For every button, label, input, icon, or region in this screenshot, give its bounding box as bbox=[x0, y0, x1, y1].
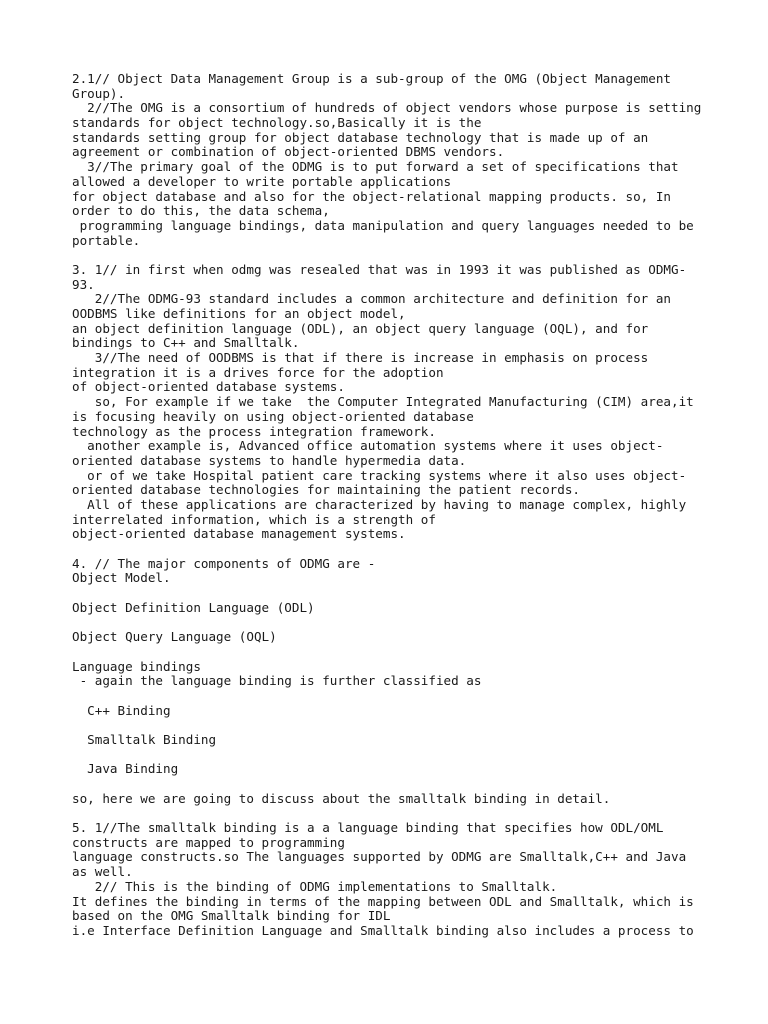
document-line: 2//The OMG is a consortium of hundreds of object vendors whose purpose is setting bbox=[72, 100, 702, 116]
document-line bbox=[72, 777, 712, 792]
document-line bbox=[72, 248, 712, 263]
document-line: so, here we are going to discuss about the smalltalk binding in detail. bbox=[72, 790, 611, 806]
document-line bbox=[72, 542, 712, 557]
document-line bbox=[72, 645, 712, 660]
document-line: standards for object technology.so,Basically it is the bbox=[72, 115, 482, 131]
document-line: agreement or combination of object-oriented DBMS vendors. bbox=[72, 144, 505, 160]
document-line: 5. 1//The smalltalk binding is a a language binding that specifies how ODL/OML bbox=[72, 820, 664, 836]
document-line: Language bindings bbox=[72, 658, 201, 674]
document-line: for object database and also for the object-relational mapping products. so, In bbox=[72, 188, 671, 204]
document-line: integration it is a drives force for the adoption bbox=[72, 364, 444, 380]
document-line: of object-oriented database systems. bbox=[72, 379, 345, 395]
document-line: oriented database systems to handle hypermedia data. bbox=[72, 452, 467, 468]
document-line: 2//The ODMG-93 standard includes a common architecture and definition for an bbox=[72, 291, 671, 307]
document-line bbox=[72, 806, 712, 821]
document-line: Object Query Language (OQL) bbox=[72, 629, 277, 645]
document-line: Object Model. bbox=[72, 570, 171, 586]
document-line: object-oriented database management systems. bbox=[72, 526, 406, 542]
document-line: interrelated information, which is a strength of bbox=[72, 511, 436, 527]
document-line: constructs are mapped to programming bbox=[72, 834, 345, 850]
document-line: Object Definition Language (ODL) bbox=[72, 599, 315, 615]
document-line: i.e Interface Definition Language and Smalltalk binding also includes a process to bbox=[72, 922, 694, 938]
document-line bbox=[72, 586, 712, 601]
document-line: C++ Binding bbox=[72, 702, 171, 718]
document-line: 2// This is the binding of ODMG implementations to Smalltalk. bbox=[72, 878, 558, 894]
document-line: as well. bbox=[72, 864, 133, 880]
document-line: or of we take Hospital patient care tracking systems where it also uses object- bbox=[72, 467, 687, 483]
document-line: technology as the process integration framework. bbox=[72, 423, 436, 439]
document-line: OODBMS like definitions for an object model, bbox=[72, 306, 406, 321]
document-line: 2.1// Object Data Management Group is a sub-group of the OMG (Object Management bbox=[72, 71, 671, 86]
document-line: portable. bbox=[72, 232, 141, 248]
document-line: - again the language binding is further classified as bbox=[72, 673, 482, 689]
document-line: 93. bbox=[72, 276, 95, 292]
document-body bbox=[72, 72, 712, 939]
document-line: language constructs.so The languages supported by ODMG are Smalltalk,C++ and Java bbox=[72, 849, 687, 865]
document-line: 3. 1// in first when odmg was resealed that was in 1993 it was published as ODMG- bbox=[72, 261, 687, 277]
document-line: so, For example if we take the Computer Integrated Manufacturing (CIM) area,it bbox=[72, 394, 694, 410]
document-line: programming language bindings, data manipulation and query languages needed to be bbox=[72, 217, 694, 233]
document-line: oriented database technologies for maintaining the patient records. bbox=[72, 482, 580, 498]
document-line: based on the OMG Smalltalk binding for IDL bbox=[72, 908, 391, 924]
document-line: standards setting group for object database technology that is made up of an bbox=[72, 129, 649, 145]
document-line bbox=[72, 748, 712, 763]
document-line: Smalltalk Binding bbox=[72, 731, 217, 747]
document-line: All of these applications are characterized by having to manage complex, highly bbox=[72, 496, 687, 512]
document-line: is focusing heavily on using object-oriented database bbox=[72, 408, 474, 424]
document-line bbox=[72, 615, 712, 630]
document-line: an object definition language (ODL), an object query language (OQL), and for bbox=[72, 320, 649, 336]
document-line: 4. // The major components of ODMG are - bbox=[72, 555, 376, 571]
document-line: It defines the binding in terms of the mapping between ODL and Smalltalk, which is bbox=[72, 893, 694, 909]
document-line: Group). bbox=[72, 85, 126, 101]
document-line bbox=[72, 718, 712, 733]
document-line: allowed a developer to write portable applications bbox=[72, 173, 452, 189]
document-line: order to do this, the data schema, bbox=[72, 203, 330, 219]
document-line: 3//The primary goal of the ODMG is to put forward a set of specifications that bbox=[72, 159, 679, 175]
document-line bbox=[72, 689, 712, 704]
document-line: Java Binding bbox=[72, 761, 179, 777]
document-line: another example is, Advanced office automation systems where it uses object- bbox=[72, 438, 664, 454]
document-line: bindings to C++ and Smalltalk. bbox=[72, 335, 300, 351]
document-line: 3//The need of OODBMS is that if there is increase in emphasis on process bbox=[72, 350, 649, 366]
